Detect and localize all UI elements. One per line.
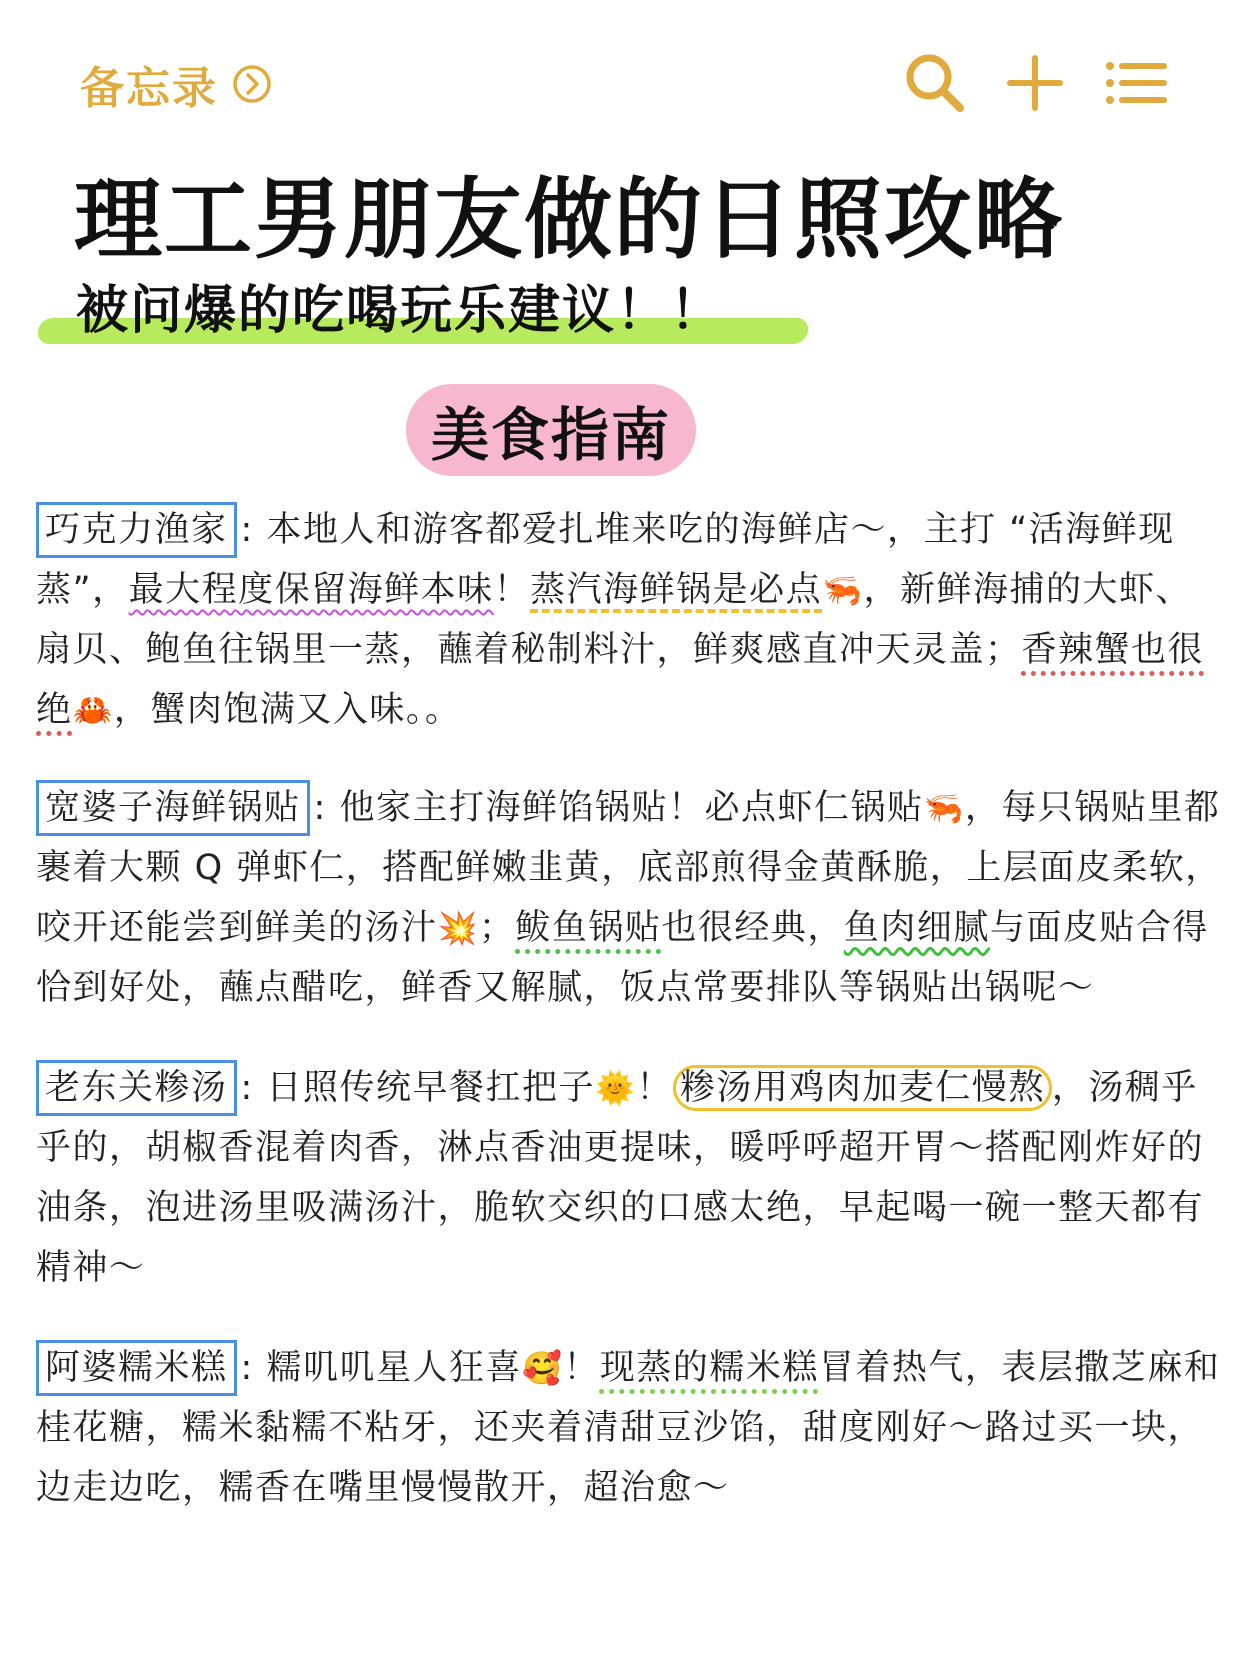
dotted-underline-text: 现蒸的糯米糕 [599, 1348, 819, 1388]
sun-icon: 🌞 [594, 1069, 637, 1107]
entry-4 [36, 1338, 1226, 1518]
section-title: 美食指南 [406, 384, 696, 476]
circled-text: 糁汤用鸡肉加麦仁慢熬 [673, 1065, 1052, 1111]
collision-icon: 💥 [437, 909, 479, 947]
entry-colon: : [240, 510, 254, 550]
search-icon [900, 48, 970, 118]
entry-text: ，每只锅贴里都裹着大颗 Q 弹虾仁，搭配鲜嫩韭黄，底部煎得金黄酥脆，上层面皮柔软，咬开还能尝到鲜美的汤汁 [36, 788, 1222, 948]
note-title: 理工男朋友做的日照攻略 [74, 168, 1065, 271]
dotted-underline-text: 鲅鱼锅贴 [515, 908, 662, 948]
entry-1 [36, 500, 1226, 740]
entry-text: 他家主打海鲜馅锅贴！必点虾仁锅贴 [339, 788, 924, 828]
entry-colon: : [240, 1068, 254, 1108]
entry-text: ； [478, 908, 516, 948]
shrimp-icon: 🦐 [822, 571, 864, 609]
top-bar [0, 0, 1242, 150]
plus-icon [1000, 48, 1070, 118]
entry-text: ，新鲜海捕的大虾、扇贝、鲍鱼往锅里一蒸，蘸着秘制料汁，鲜爽感直冲天灵盖； [36, 570, 1193, 670]
entry-2 [36, 778, 1226, 1018]
entry-colon: : [313, 788, 327, 828]
entry-text: ！ [636, 1068, 673, 1108]
entry-name: 阿婆糯米糕 [36, 1340, 237, 1396]
entry-name: 宽婆子海鲜锅贴 [36, 780, 310, 836]
entry-name: 巧克力渔家 [36, 502, 237, 558]
dotted-underline-text: 香辣蟹也很绝 [36, 630, 1205, 730]
smiling-face-icon: 🥰 [521, 1349, 564, 1387]
crab-icon: 🦀 [72, 691, 114, 729]
entry-colon: : [240, 1348, 254, 1388]
back-button[interactable] [80, 52, 272, 116]
entry-text: 本地人和游客都爱扎堆来吃的海鲜店～，主打 “活海鲜现蒸”， [36, 510, 1175, 610]
entry-text: 冒着热气，表层撒芝麻和桂花糖，糯米黏糯不粘牙，还夹着清甜豆沙馅，甜度刚好～路过买一块，边走边吃，糯香在嘴里慢慢散开，超治愈～ [36, 1348, 1221, 1508]
entry-text: 也很经典， [661, 908, 844, 948]
entry-text: 糯叽叽星人狂喜 [266, 1348, 522, 1388]
entry-text: ，蟹肉饱满又入味。。 [113, 690, 462, 730]
subtitle-block [38, 268, 818, 358]
shrimp-icon: 🦐 [923, 789, 965, 827]
entry-text: ！ [563, 1348, 600, 1388]
entry-text: 日照传统早餐扛把子 [266, 1068, 595, 1108]
entry-text: 与面皮贴合得恰到好处，蘸点醋吃，鲜香又解腻，饭点常要排队等锅贴出锅呢～ [36, 908, 1209, 1008]
entry-text: ！ [493, 570, 531, 610]
subtitle: 被问爆的吃喝玩乐建议！！ [76, 281, 725, 341]
list-button[interactable] [1100, 48, 1170, 118]
entry-3 [36, 1058, 1226, 1298]
entry-name: 老东关糁汤 [36, 1060, 237, 1116]
wavy-underline-text: 鱼肉细腻 [843, 908, 990, 948]
back-label: 备忘录 [80, 63, 218, 114]
wavy-underline-text: 最大程度保留海鲜本味 [128, 570, 494, 610]
add-button[interactable] [1000, 48, 1070, 118]
search-button[interactable] [900, 48, 970, 118]
chevron-right-icon [232, 64, 272, 104]
entry-text: ，汤稠乎乎的，胡椒香混着肉香，淋点香油更提味，暖呼呼超开胃～搭配刚炸好的油条，泡进汤里吸满汤汁，脆软交织的口感太绝，早起喝一碗一整天都有精神～ [36, 1068, 1205, 1288]
dashed-underline-text: 蒸汽海鲜锅是必点 [530, 570, 823, 610]
list-icon [1100, 48, 1170, 118]
